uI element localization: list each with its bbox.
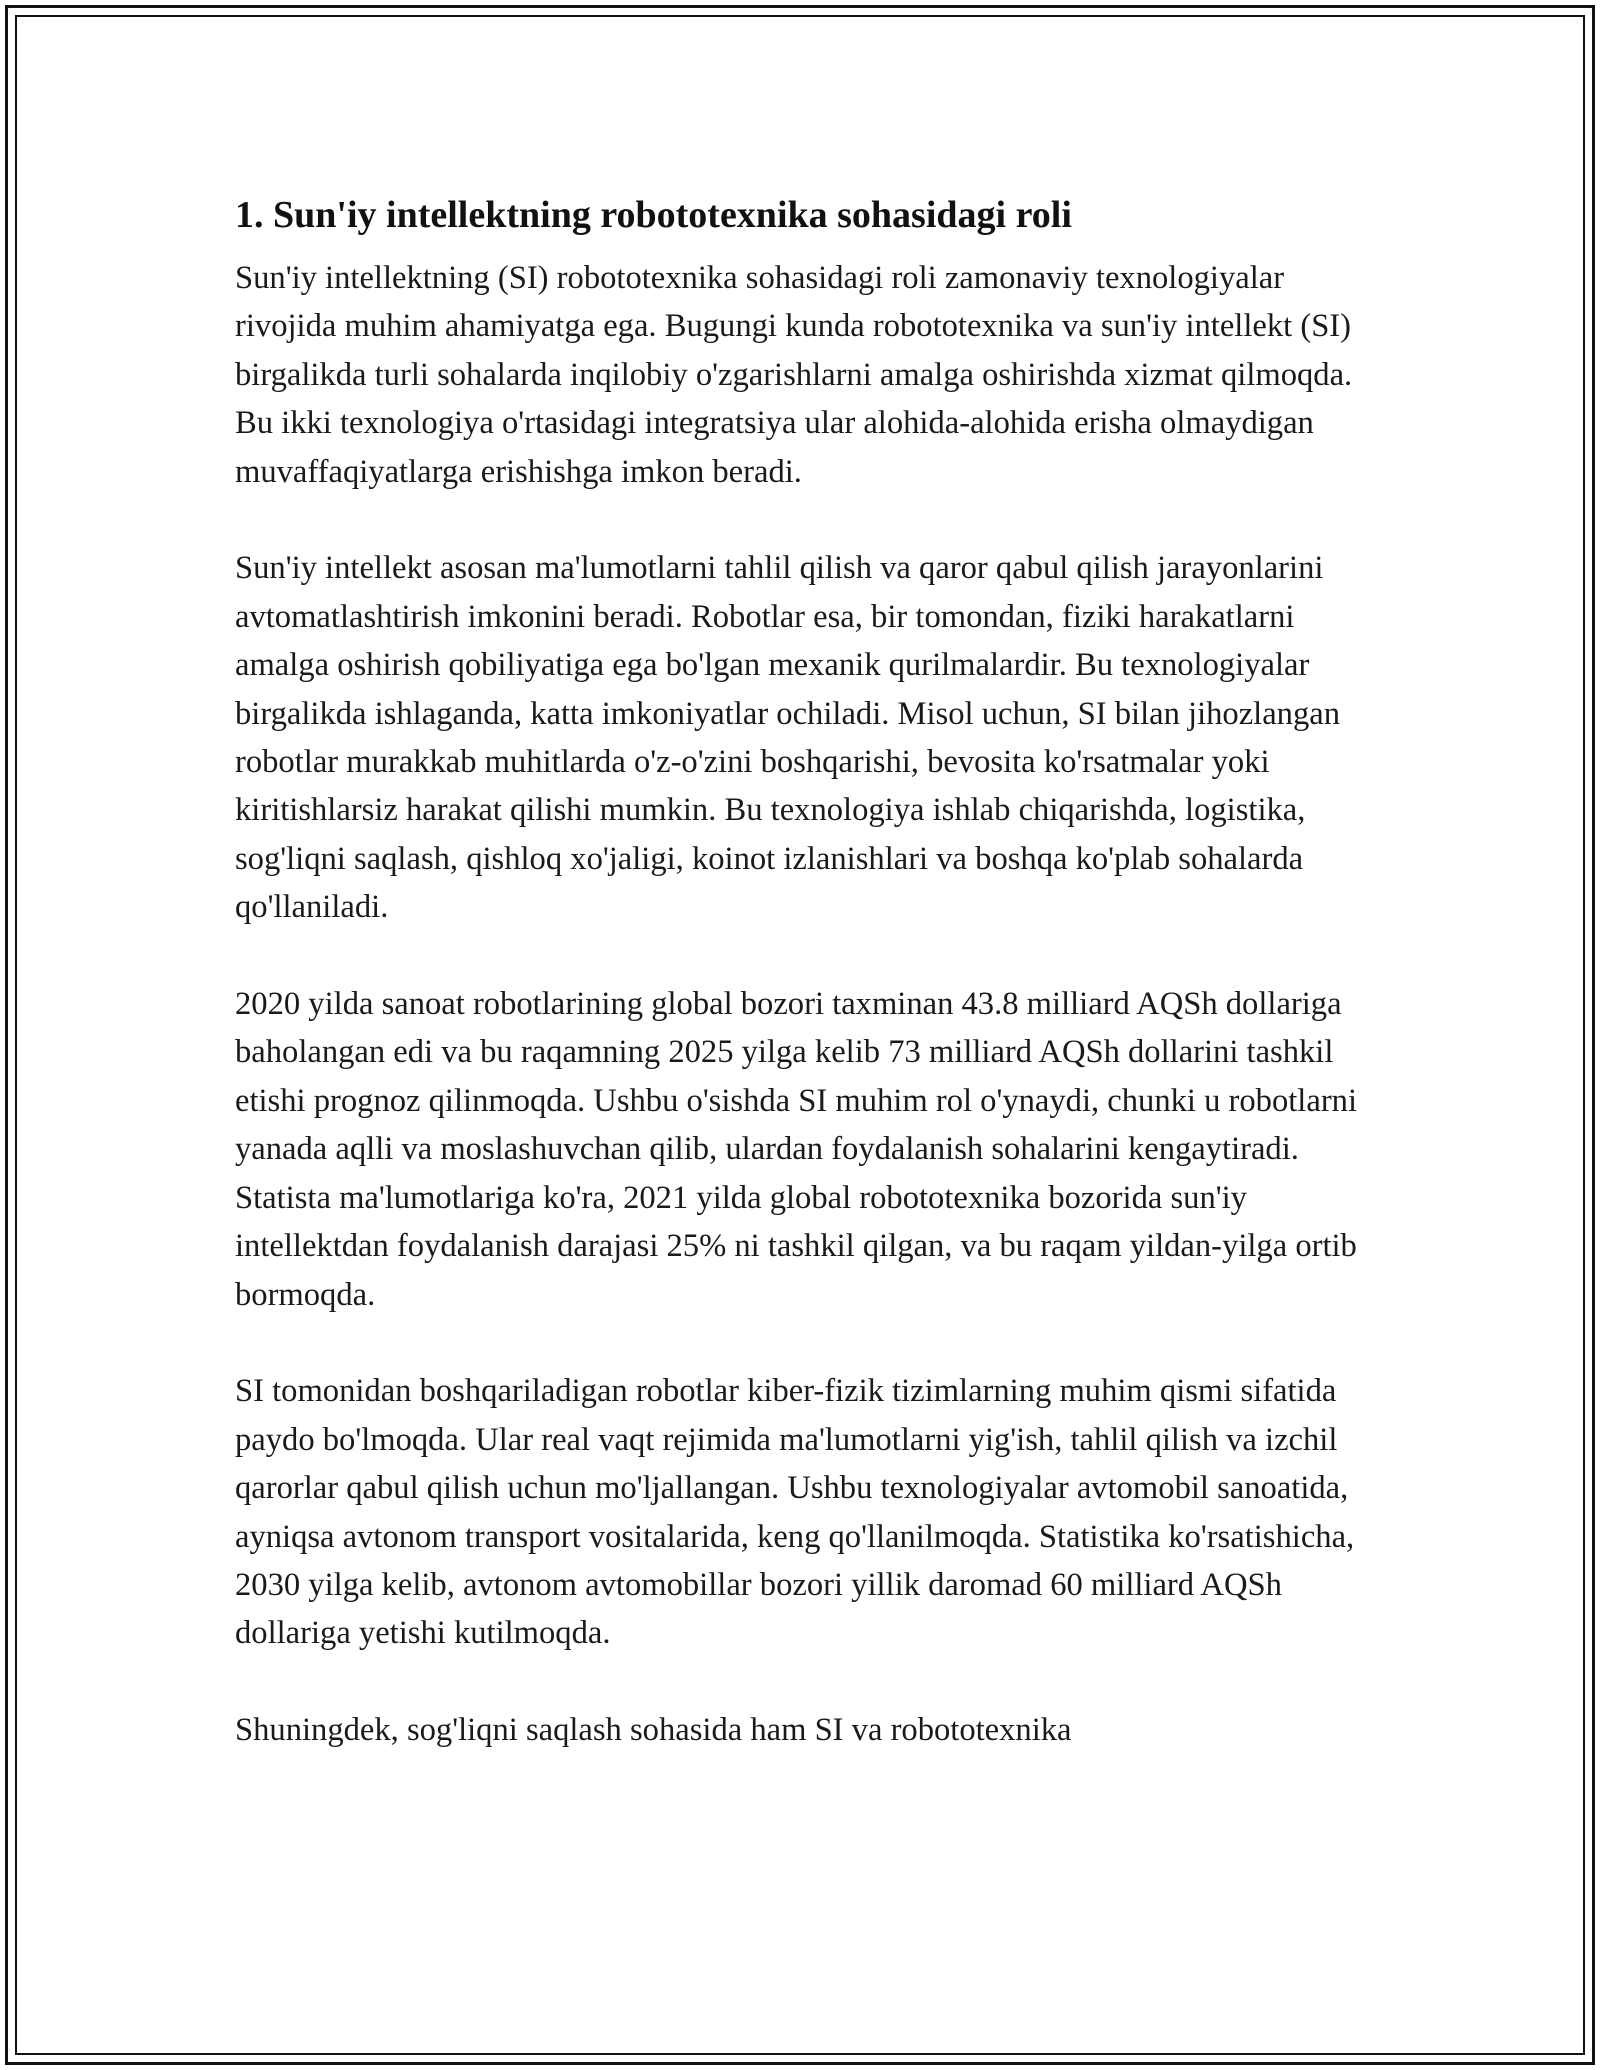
paragraph-intro: Sun'iy intellektning (SI) robototexnika sohasidagi roli zamonaviy texnologiyalar rivojida muhim ahamiyatga ega. Bugungi kunda robototexnika va sun'iy intellekt (SI) birgalikda turli sohalarda inqilobiy o'zgarishlarni amalga oshirishda xizmat qilmoqda. Bu ikki texnologiya o'rtasidagi integratsiya ular alohida-alohida erisha olmaydigan muvaffaqiyatlarga erishishga imkon beradi.	[235, 260, 1353, 490]
section-heading: 1. Sun'iy intellektning robototexnika sohasidagi roli	[235, 194, 1072, 236]
paragraph-healthcare: Shuningdek, sog'liqni saqlash sohasida ham SI va robototexnika	[235, 1712, 1072, 1749]
paragraph-market-stats: 2020 yilda sanoat robotlarining global bozori taxminan 43.8 milliard AQSh dollariga baholangan edi va bu raqamning 2025 yilga kelib 73 milliard AQSh dollarini tashkil etishi prognoz qilinmoqda. Ushbu o'sishda SI muhim rol o'ynaydi, chunki u robotlarni yanada aqlli va moslashuvchan qilib, ulardan foydalanish sohalarini kengaytiradi. Statista ma'lumotlariga ko'ra, 2021 yilda global robototexnika bozorida sun'iy intellektdan foydalanish darajasi 25% ni tashkil qilgan, va bu raqam yildan-yilga ortib bormoqda.	[235, 986, 1358, 1313]
paragraph-ai-and-robots: Sun'iy intellekt asosan ma'lumotlarni tahlil qilish va qaror qabul qilish jarayonlarini avtomatlashtirish imkonini beradi. Robotlar esa, bir tomondan, fiziki harakatlarni amalga oshirish qobiliyatiga ega bo'lgan mexanik qurilmalardir. Bu texnologiyalar birgalikda ishlaganda, katta imkoniyatlar ochiladi. Misol uchun, SI bilan jihozlangan robotlar murakkab muhitlarda o'z-o'zini boshqarishi, bevosita ko'rsatmalar yoki kiritishlarsiz harakat qilishi mumkin. Bu texnologiya ishlab chiqarishda, logistika, sog'liqni saqlash, qishloq xo'jaligi, koinot izlanishlari va boshqa ko'plab sohalarda qo'llaniladi.	[235, 550, 1340, 926]
paragraph-cyber-physical: SI tomonidan boshqariladigan robotlar kiber-fizik tizimlarning muhim qismi sifatida paydo bo'lmoqda. Ular real vaqt rejimida ma'lumotlarni yig'ish, tahlil qilish va izchil qarorlar qabul qilish uchun mo'ljallangan. Ushbu texnologiyalar avtomobil sanoatida, ayniqsa avtonom transport vositalarida, keng qo'llanilmoqda. Statistika ko'rsatishicha, 2030 yilga kelib, avtonom avtomobillar bozori yillik daromad 60 milliard AQSh dollariga yetishi kutilmoqda.	[235, 1373, 1355, 1652]
document-body	[235, 183, 1385, 1803]
